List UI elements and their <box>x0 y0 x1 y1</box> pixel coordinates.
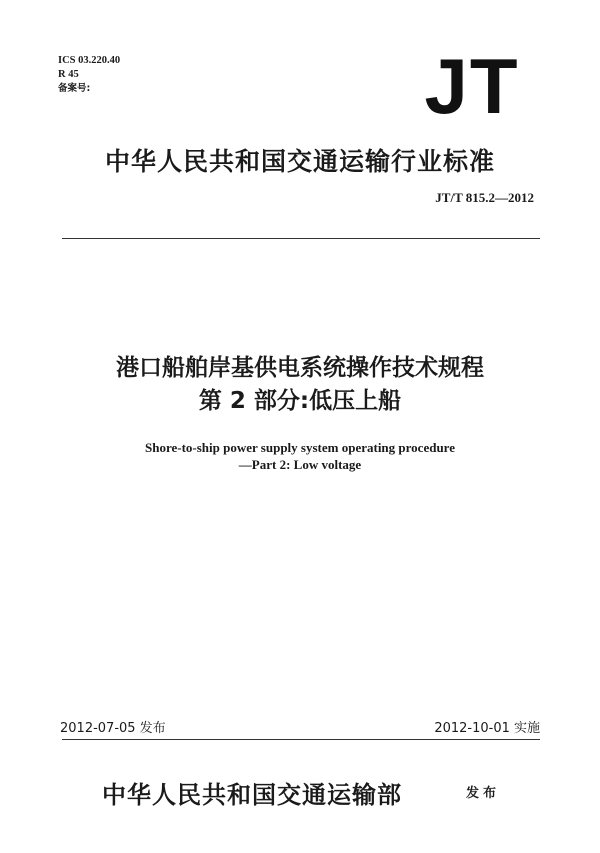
issuing-authority: 中华人民共和国交通运输部 <box>102 781 402 809</box>
bottom-divider <box>62 739 540 740</box>
top-divider <box>62 238 540 239</box>
jt-logo <box>392 42 552 130</box>
document-title-line-2: 第 2 部分:低压上船 <box>198 388 402 414</box>
english-title-line-2: —Part 2: Low voltage <box>238 457 362 472</box>
document-title-line-1: 港口船舶岸基供电系统操作技术规程 <box>116 355 484 381</box>
ics-code: ICS 03.220.40 <box>58 55 121 66</box>
jt-logo-text: JT <box>392 48 552 124</box>
standard-code: JT/T 815.2—2012 <box>435 190 534 205</box>
implementation-date: 2012-10-01 实施 <box>434 721 540 736</box>
standard-category-title: 中华人民共和国交通运输行业标准 <box>104 147 495 176</box>
english-title-line-1: Shore-to-ship power supply system operating procedure <box>145 440 455 455</box>
record-number-label: 备案号: <box>58 83 91 94</box>
classification-code: R 45 <box>58 69 79 80</box>
issue-action-label: 发布 <box>466 786 501 801</box>
issue-date: 2012-07-05 发布 <box>60 721 166 736</box>
